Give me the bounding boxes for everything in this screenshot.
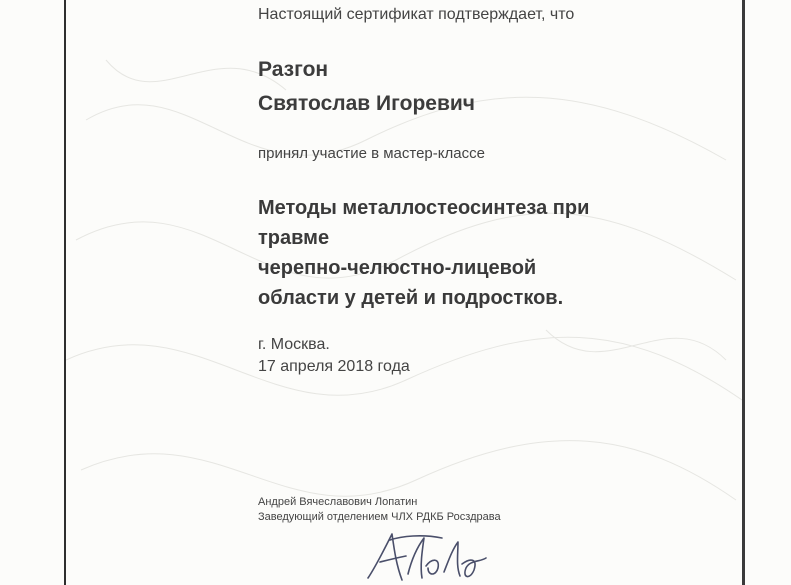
course-title-line: Методы металлостеосинтеза при bbox=[258, 197, 590, 219]
certificate-intro: Настоящий сертификат подтверждает, что bbox=[258, 6, 575, 23]
signer-name: Андрей Вячеславович Лопатин bbox=[258, 496, 418, 508]
course-title bbox=[258, 193, 589, 313]
course-title-line: травме bbox=[258, 227, 330, 249]
event-date: 17 апреля 2018 года bbox=[258, 358, 410, 375]
recipient-surname: Разгон bbox=[258, 58, 329, 81]
signer-position: Заведующий отделением ЧЛХ РДКБ Росздрава bbox=[258, 511, 501, 523]
recipient-given-names: Святослав Игоревич bbox=[258, 92, 475, 115]
handwritten-signature bbox=[362, 528, 492, 585]
event-city: г. Москва. bbox=[258, 336, 330, 353]
participation-text: принял участие в мастер-классе bbox=[258, 145, 485, 162]
course-title-line: области у детей и подростков. bbox=[258, 287, 564, 309]
course-title-line: черепно-челюстно-лицевой bbox=[258, 257, 537, 279]
right-border-line bbox=[742, 0, 745, 585]
left-border-line bbox=[64, 0, 66, 585]
